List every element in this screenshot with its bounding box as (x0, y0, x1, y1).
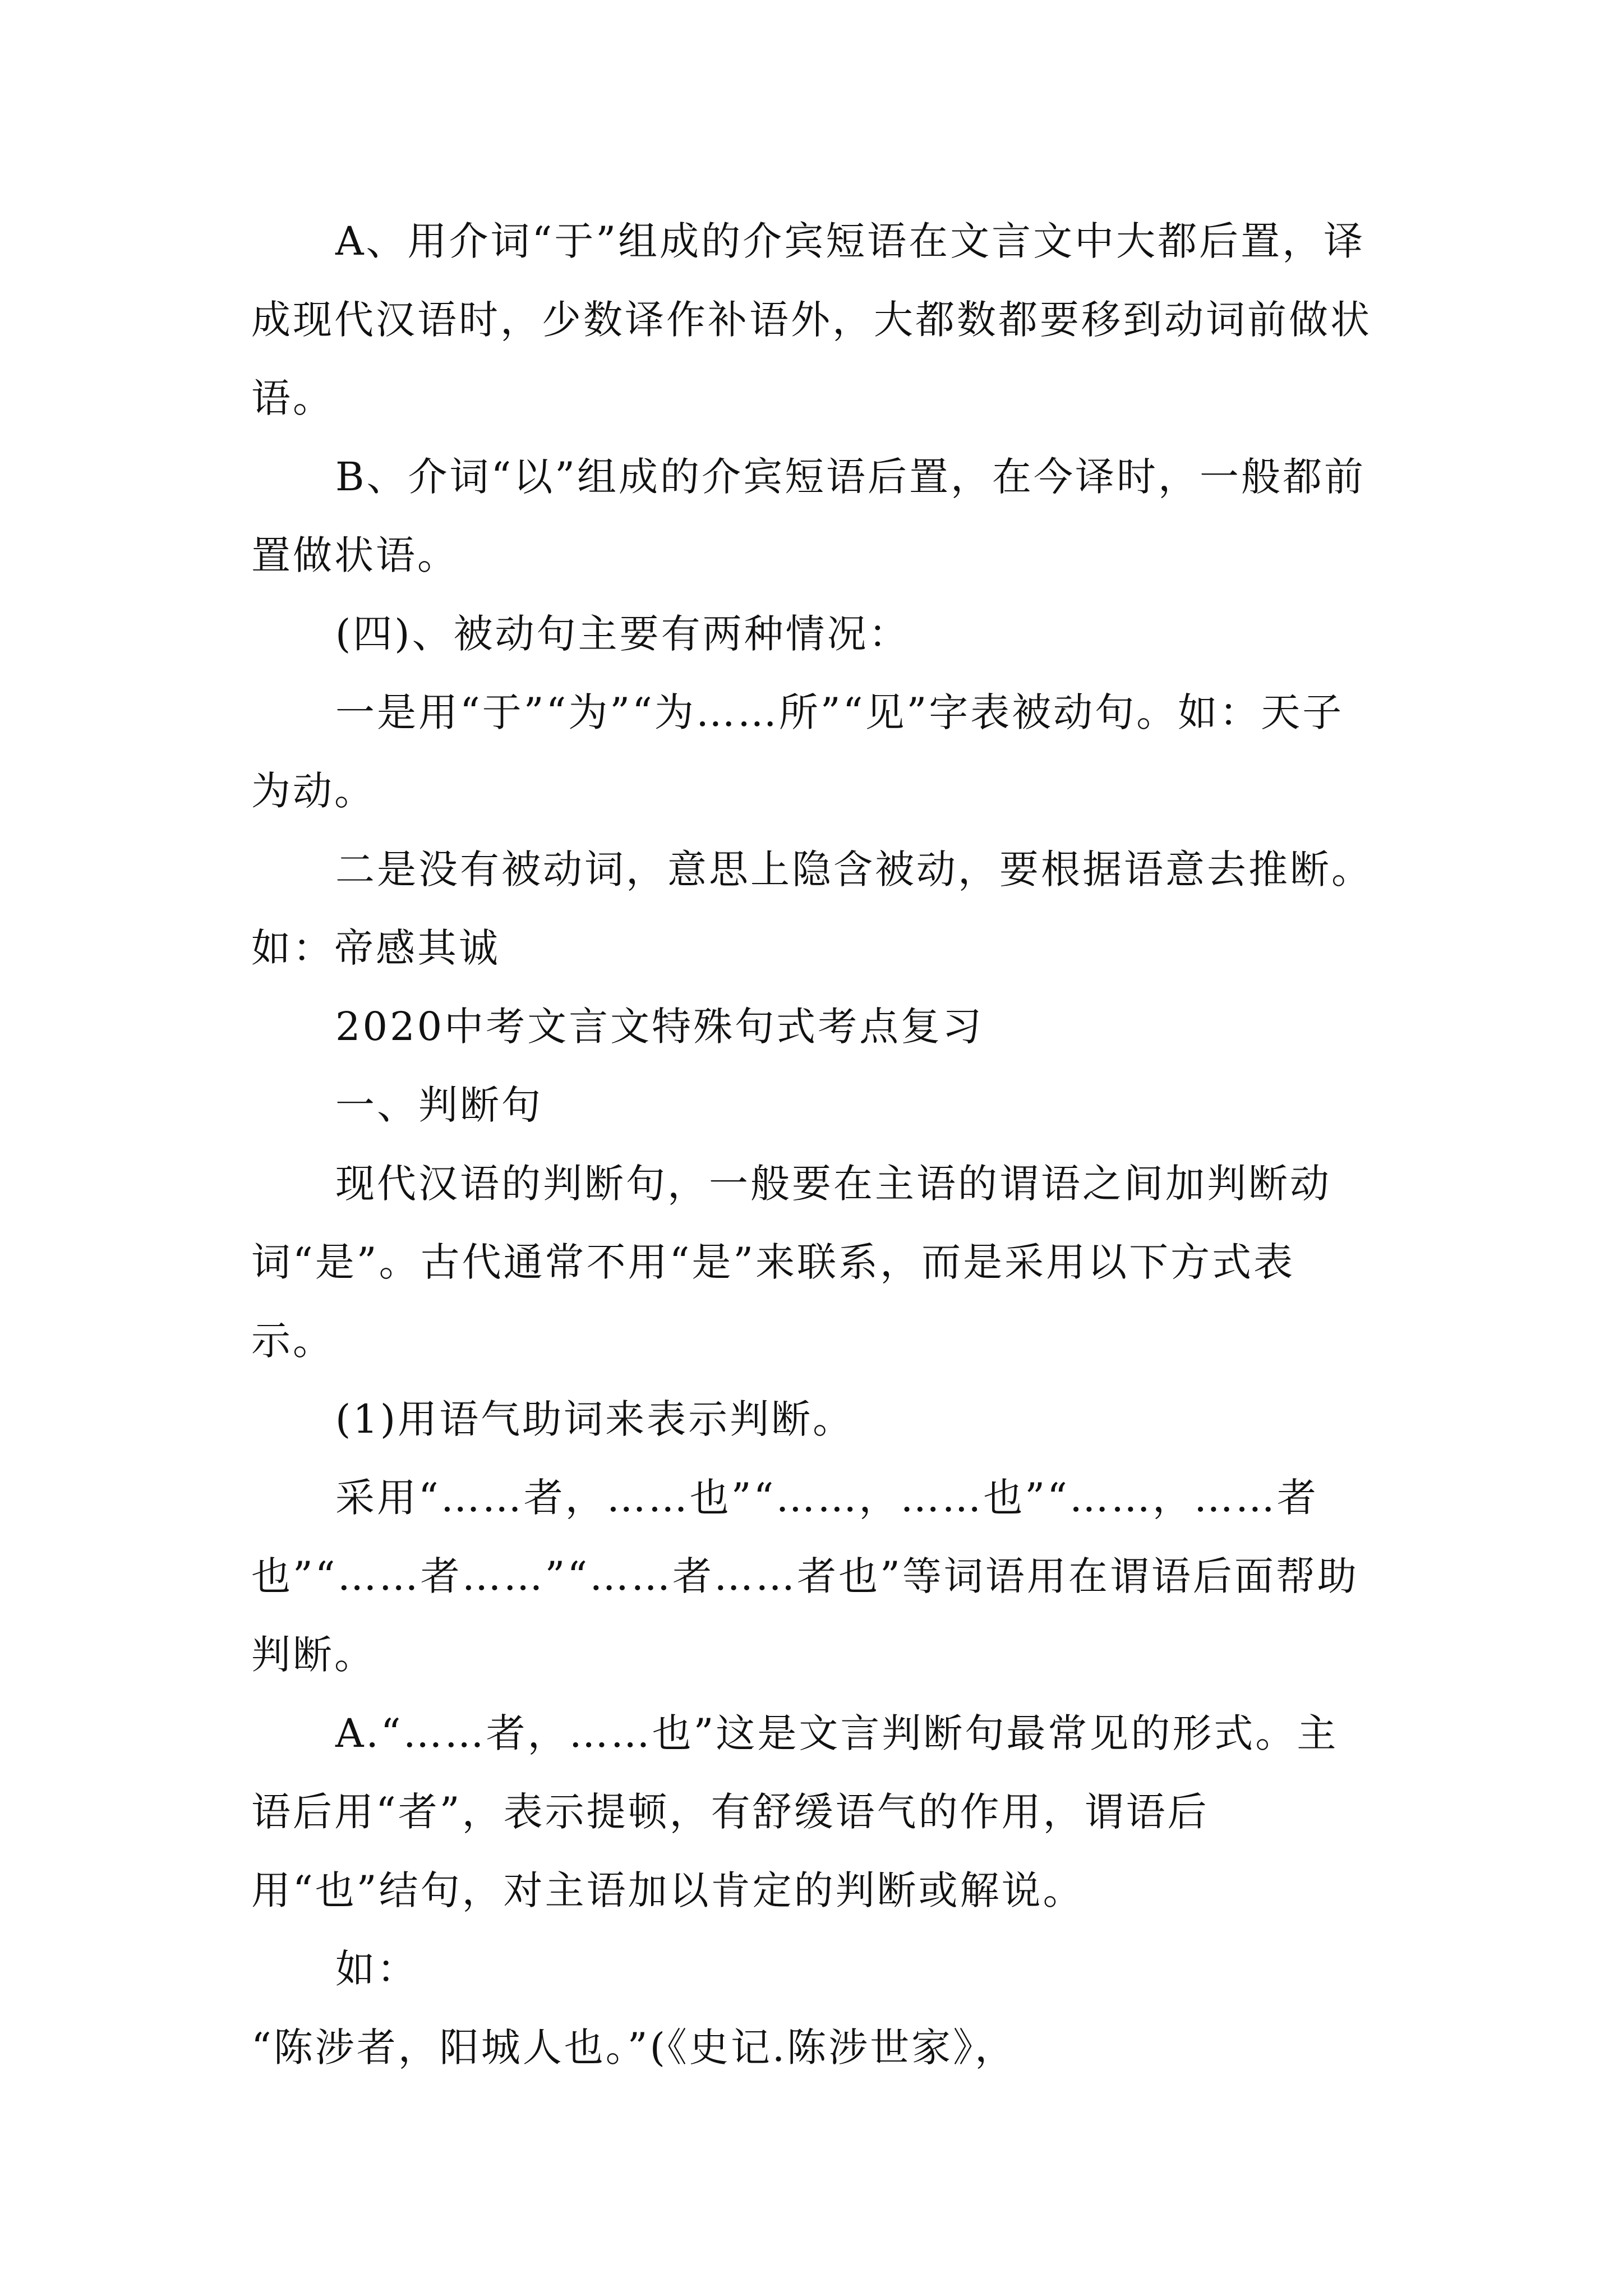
paragraph-prep-yi: B、介词“以”组成的介宾短语后置，在今译时，一般都前置做状语。 (251, 454, 1366, 578)
paragraph-passive-heading: (四)、被动句主要有两种情况： (335, 611, 910, 657)
paragraph-example: “陈涉者，阳城人也。”(《史记.陈涉世家》， (251, 2024, 1017, 2070)
paragraph-prep-yu: A、用介词“于”组成的介宾短语在文言文中大都后置，译成现代汉语时，少数译作补语外，大都数都要移到动词前做状语。 (251, 218, 1372, 421)
paragraph-passive-one: 一是用“于”“为”“为……所”“见”字表被动句。如：天子为动。 (251, 689, 1344, 814)
paragraph-judgment-a: A.“……者，……也”这是文言判断句最常见的形式。主语后用“者”，表示提顿，有舒缓语气的作用，谓语后用“也”结句，对主语加以肯定的判断或解说。 (251, 1710, 1339, 1913)
paragraph-title: 2020中考文言文特殊句式考点复习 (335, 1004, 984, 1050)
paragraph-passive-two: 二是没有被动词，意思上隐含被动，要根据语意去推断。如：帝感其诚 (251, 846, 1373, 971)
paragraph-judgment-one: (1)用语气助词来表示判断。 (335, 1396, 855, 1442)
paragraph-judgment-intro: 现代汉语的判断句，一般要在主语的谓语之间加判断动词“是”。古代通常不用“是”来联系，而是采用以下方式表示。 (251, 1161, 1331, 1364)
paragraph-section-heading: 一、判断句 (335, 1082, 543, 1128)
body-text (251, 202, 1373, 2087)
paragraph-example-label: 如： (335, 1946, 418, 1992)
paragraph-judgment-forms: 采用“……者，……也”“……，……也”“……，……者也”“……者……”“……者……者也”等词语用在谓语后面帮助判断。 (251, 1475, 1359, 1678)
